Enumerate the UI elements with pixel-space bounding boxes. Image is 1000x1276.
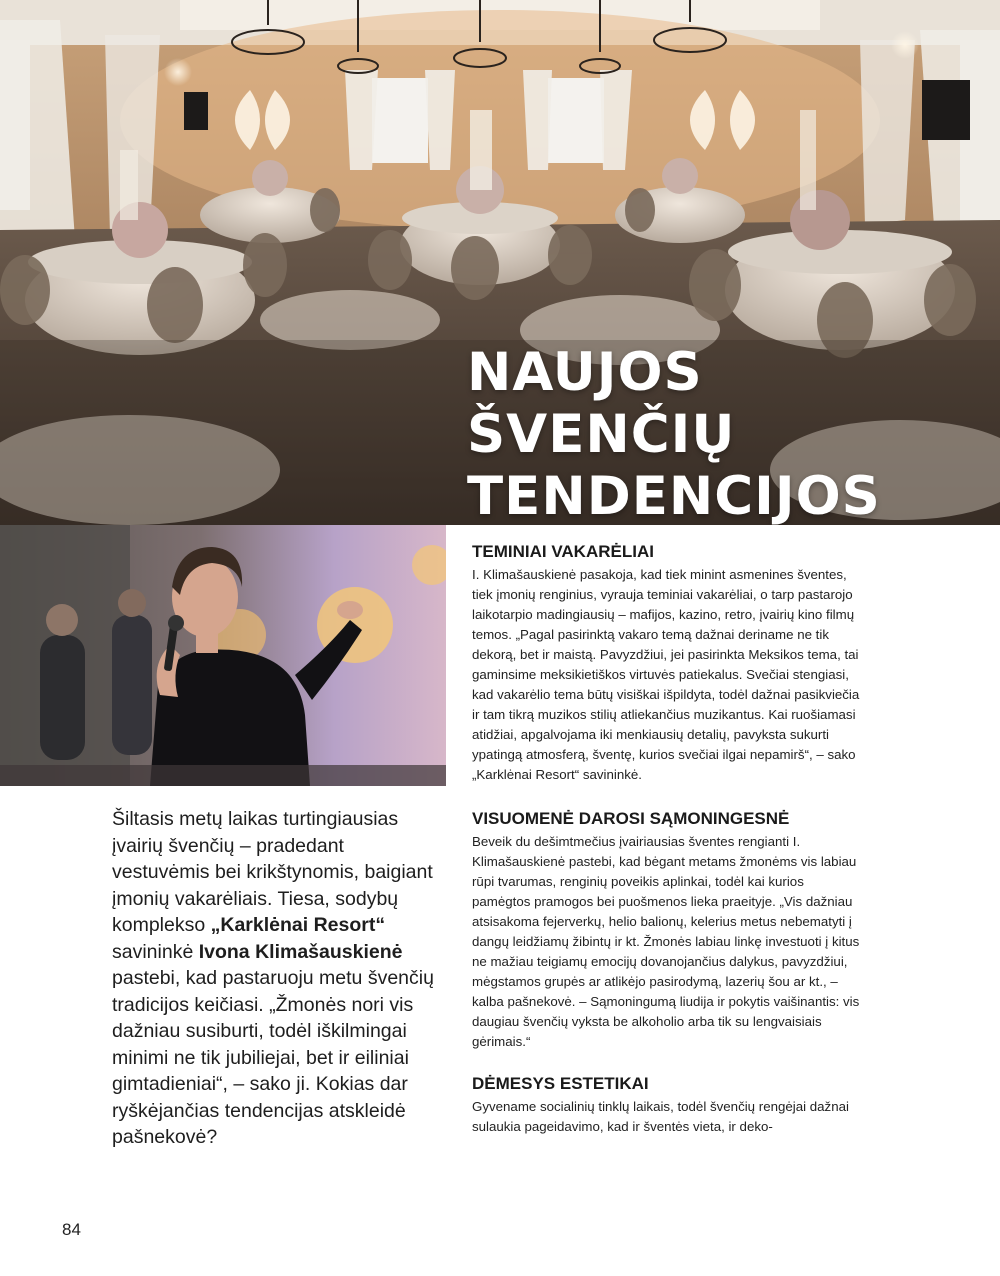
section-aesthetics	[472, 1073, 864, 1137]
speaker-left	[184, 92, 208, 130]
portrait-photo-speaker	[0, 525, 446, 786]
section-themed-parties	[472, 541, 864, 785]
intro-text-part-1: Šiltasis metų laikas turtingiausias įvairių švenčių – pradedant vestuvėmis bei krikštynomis, baigiant įmonių vakarėliais. Tiesa, sodybų komplekso	[112, 808, 433, 936]
section-text: I. Klimašauskienė pasakoja, kad tiek minint asmenines šventes, tiek įmonių renginius, vyrauja teminiai vakarėliai, o tarp pastarojo laikotarpio madingiausių – mafijos, kazino, retro, įvairių kino filmų temos. „Pagal pasirinktą vakaro temą dažnai deriname ne tik dekorą, bet ir maistą. Pavyzdžiui, jei pasirinkta Meksikos tema, tai gaminsime meksikietiškos virtuvės patiekalus. Svečiai stengiasi, kad vakarėlio tema būtų visiškai išpildyta, todėl dažnai pasikviečia ir tam tikrą muzikos stilių atliekančius muzikantus. Kai ruošiamasi atidžiai, apgalvojama iki menkiausių detalių, pavyksta sukurti ypatingą atmosferą, šventę, kurios svečiai ilgai nepamirš“, – sako „Karklėnai Resort“ savininkė.	[472, 567, 860, 782]
intro-resort-name: „Karklėnai Resort“	[210, 914, 386, 936]
speaker-illustration	[0, 525, 446, 786]
section-conscious-society	[472, 808, 864, 1052]
intro-text-part-3: pastebi, kad pastaruoju metu švenčių tradicijos keičiasi. „Žmonės nori vis dažniau susiburti, todėl iškilmingai minimi ne tik jubiliejai, bet ir eiliniai gimtadieniai“, – sako ji. Kokias dar ryškėjančias tendencijas atskleidė pašnekovė?	[112, 967, 434, 1148]
article-body	[472, 541, 864, 1137]
intro-owner-name: Ivona Klimašauskienė	[198, 940, 403, 963]
headline-line-1: NAUJOS	[467, 342, 703, 403]
intro-paragraph	[112, 806, 446, 1151]
section-heading: TEMINIAI VAKARĖLIAI	[472, 542, 654, 561]
hero-photo-banquet-hall	[0, 0, 1000, 525]
section-text: Gyvename socialinių tinklų laikais, todėl švenčių rengėjai dažnai sulaukia pageidavimo, kad ir šventės vieta, ir deko-	[472, 1099, 849, 1134]
section-heading: DĖMESYS ESTETIKAI	[472, 1074, 649, 1093]
article-headline	[467, 342, 881, 525]
section-text: Beveik du dešimtmečius įvairiausias šventes rengianti I. Klimašauskienė pastebi, kad bėgant metams žmonėms vis labiau rūpi tvarumas, renginių poveikis aplinkai, todėl kai kurios pamėgtos pramogos bei puošmenos lieka praeityje. „Vis dažniau atsisakoma fejerverkų, helio balionų, kelerius metus nebematyti į dangų leidžiamų žibintų ir kt. Žmonės labiau linkę investuoti į kitus ne mažiau teigiamų emocijų dovanojančius dalykus, pavyzdžiui, mėgstamos grupės ar atlikėjo pasirodymą, lazerių šou ar kt., – kalba pašnekovė. – Sąmoningumą liudija ir pokytis vaišinantis: vis daugiau švenčių vyksta be alkoholio arba tik su lengvaisiais gėrimais.“	[472, 834, 860, 1049]
section-heading: VISUOMENĖ DAROSI SĄMONINGESNĖ	[472, 809, 790, 828]
intro-text	[112, 806, 446, 1151]
page-number: 84	[62, 1220, 81, 1239]
intro-text-part-2: savininkė	[112, 940, 199, 963]
headline-line-2: ŠVENČIŲ	[467, 404, 736, 465]
speaker-right	[922, 80, 970, 140]
headline-line-3: TENDENCIJOS	[467, 466, 881, 525]
